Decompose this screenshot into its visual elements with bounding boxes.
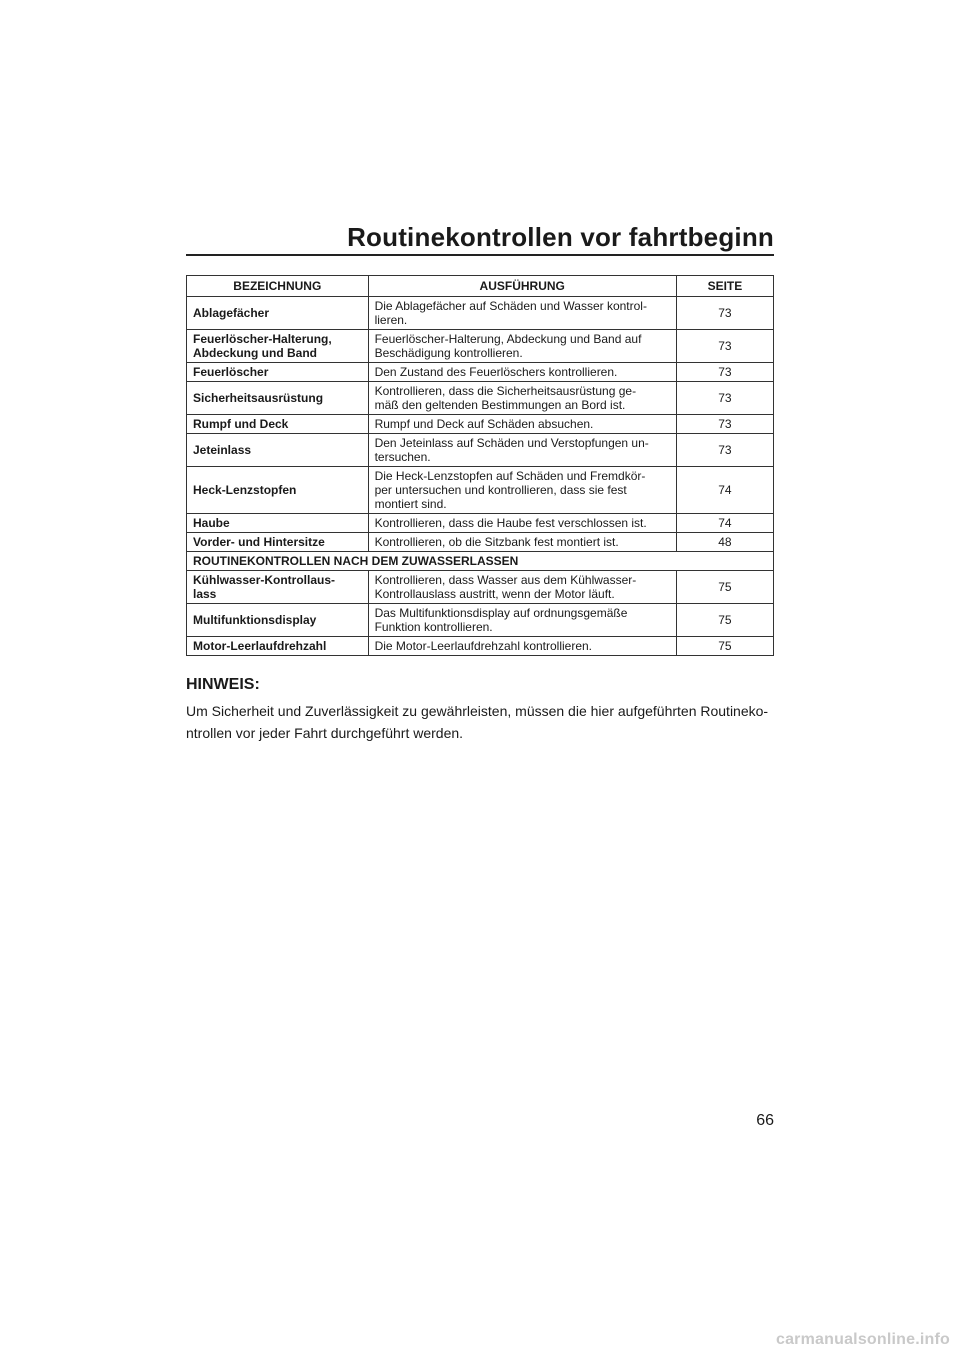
- row-description: Den Jeteinlass auf Schäden und Verstopfungen un- tersuchen.: [368, 434, 676, 467]
- table-body-before: [187, 297, 774, 552]
- row-name: Feuerlöscher-Halterung, Abdeckung und Band: [187, 330, 369, 363]
- note-text: Um Sicherheit und Zuverlässigkeit zu gewährleisten, müssen die hier aufgeführten Routineko- ntrollen vor jeder Fahrt durchgeführt werden.: [186, 703, 769, 741]
- row-name: Kühlwasser-Kontrollaus- lass: [187, 571, 369, 604]
- page-title: Routinekontrollen vor fahrtbeginn: [347, 222, 774, 252]
- row-description: Kontrollieren, dass Wasser aus dem Kühlwasser- Kontrollauslass austritt, wenn der Motor läuft.: [368, 571, 676, 604]
- header-name: BEZEICHNUNG: [187, 276, 369, 297]
- table-row: [187, 363, 774, 382]
- header-description: AUSFÜHRUNG: [368, 276, 676, 297]
- row-page: 73: [676, 415, 773, 434]
- row-description: Kontrollieren, dass die Sicherheitsausrüstung ge- mäß den geltenden Bestimmungen an Bord ist.: [368, 382, 676, 415]
- table-row: [187, 467, 774, 514]
- row-page: 48: [676, 533, 773, 552]
- row-description: Rumpf und Deck auf Schäden absuchen.: [368, 415, 676, 434]
- row-page: 73: [676, 363, 773, 382]
- table-row: [187, 434, 774, 467]
- row-description: Die Heck-Lenzstopfen auf Schäden und Fremdkör- per untersuchen und kontrollieren, dass sie fest montiert sind.: [368, 467, 676, 514]
- row-page: 73: [676, 297, 773, 330]
- table-row: [187, 415, 774, 434]
- row-page: 73: [676, 330, 773, 363]
- row-page: 74: [676, 514, 773, 533]
- row-page: 73: [676, 434, 773, 467]
- row-name: Sicherheitsausrüstung: [187, 382, 369, 415]
- row-page: 75: [676, 604, 773, 637]
- row-name: Multifunktionsdisplay: [187, 604, 369, 637]
- table-row: [187, 533, 774, 552]
- row-page: 73: [676, 382, 773, 415]
- section-label: ROUTINEKONTROLLEN NACH DEM ZUWASSERLASSEN: [187, 552, 774, 571]
- page-number: 66: [756, 1112, 774, 1129]
- table-row: [187, 571, 774, 604]
- table-row: [187, 637, 774, 656]
- note-heading: HINWEIS:: [186, 676, 260, 693]
- row-name: Motor-Leerlaufdrehzahl: [187, 637, 369, 656]
- row-description: Kontrollieren, ob die Sitzbank fest montiert ist.: [368, 533, 676, 552]
- row-description: Die Motor-Leerlaufdrehzahl kontrollieren.: [368, 637, 676, 656]
- table-header-row: [187, 276, 774, 297]
- section-row: [187, 552, 774, 571]
- table-row: [187, 330, 774, 363]
- row-description: Das Multifunktionsdisplay auf ordnungsgemäße Funktion kontrollieren.: [368, 604, 676, 637]
- row-name: Vorder- und Hintersitze: [187, 533, 369, 552]
- header-page: SEITE: [676, 276, 773, 297]
- row-name: Jeteinlass: [187, 434, 369, 467]
- watermark: carmanualsonline.info: [775, 1331, 950, 1348]
- row-name: Haube: [187, 514, 369, 533]
- table-section: [187, 552, 774, 571]
- row-name: Feuerlöscher: [187, 363, 369, 382]
- table-row: [187, 514, 774, 533]
- row-page: 75: [676, 637, 773, 656]
- row-page: 74: [676, 467, 773, 514]
- row-name: Ablagefächer: [187, 297, 369, 330]
- row-description: Kontrollieren, dass die Haube fest verschlossen ist.: [368, 514, 676, 533]
- table-row: [187, 382, 774, 415]
- row-description: Den Zustand des Feuerlöschers kontrollieren.: [368, 363, 676, 382]
- table-row: [187, 604, 774, 637]
- title-rule: [186, 254, 774, 256]
- table-body-after: [187, 571, 774, 656]
- table-row: [187, 297, 774, 330]
- row-description: Feuerlöscher-Halterung, Abdeckung und Band auf Beschädigung kontrollieren.: [368, 330, 676, 363]
- row-name: Rumpf und Deck: [187, 415, 369, 434]
- row-name: Heck-Lenzstopfen: [187, 467, 369, 514]
- row-page: 75: [676, 571, 773, 604]
- checks-table: [186, 275, 774, 656]
- row-description: Die Ablagefächer auf Schäden und Wasser kontrol- lieren.: [368, 297, 676, 330]
